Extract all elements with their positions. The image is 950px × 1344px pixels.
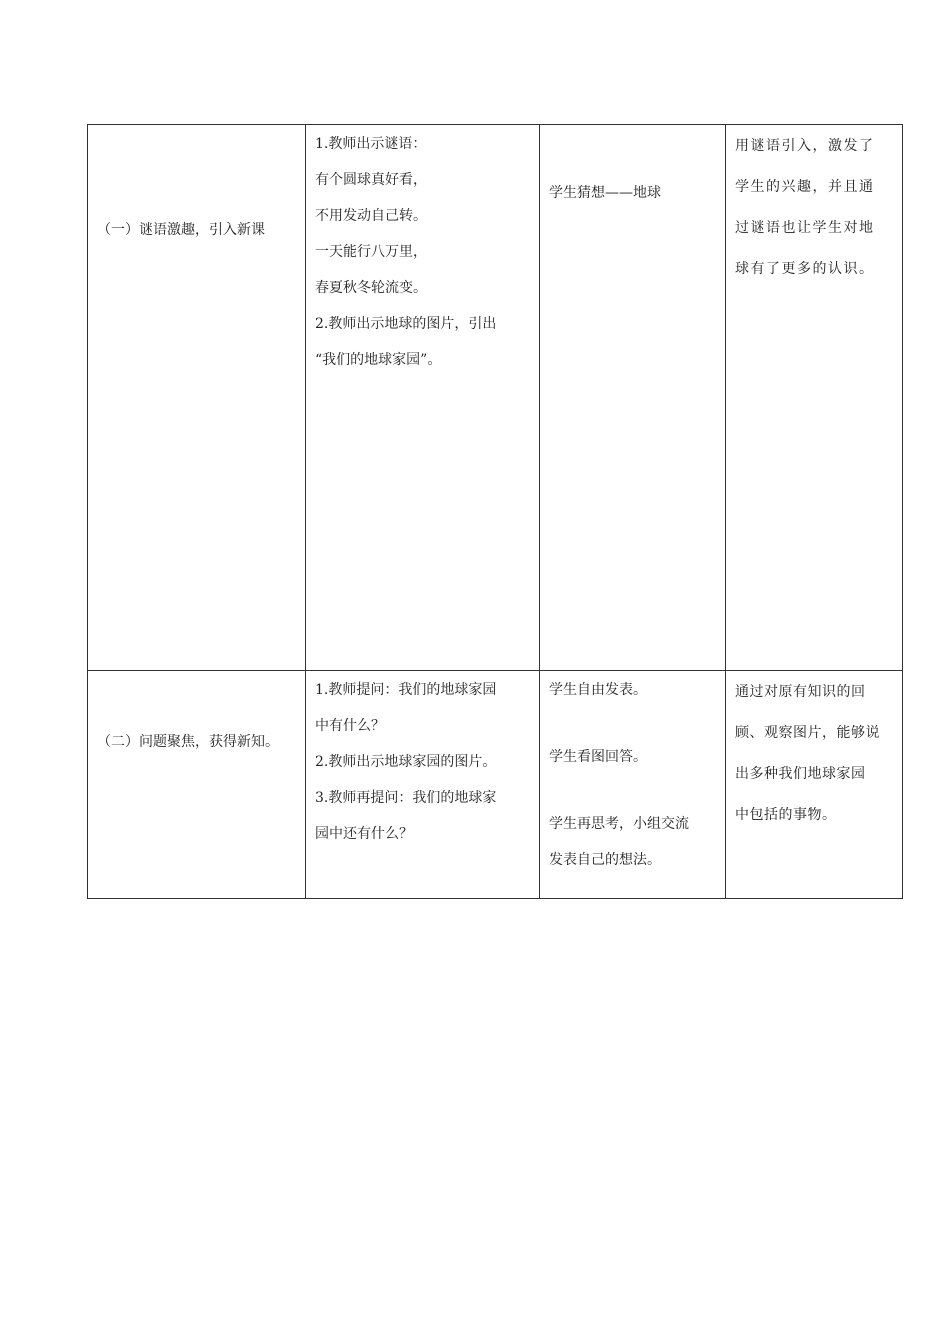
teacher-line: 有个圆球真好看， <box>315 172 427 188</box>
teacher-line: 园中还有什么？ <box>315 826 413 842</box>
spacer <box>540 708 725 739</box>
student-line: 学生猜想——地球 <box>549 185 661 201</box>
teacher-line: 3.教师再提问：我们的地球家 <box>315 790 497 806</box>
student-line: 学生看图回答。 <box>549 749 647 765</box>
purpose-line: 过谜语也让学生对地 <box>735 220 875 236</box>
lesson-plan-table <box>87 124 903 899</box>
teacher-line: 不用发动自己转。 <box>315 208 427 224</box>
purpose-line: 学生的兴趣，并且通 <box>735 179 875 195</box>
teacher-line: 一天能行八万里， <box>315 244 427 260</box>
stage-cell <box>88 125 306 671</box>
teacher-line: “我们的地球家园”。 <box>315 352 442 368</box>
purpose-line: 中包括的事物。 <box>735 807 837 823</box>
teacher-line: 中有什么？ <box>315 718 385 734</box>
purpose-line: 通过对原有知识的回 <box>735 684 866 700</box>
stage-cell <box>88 671 306 899</box>
spacer <box>540 775 725 806</box>
stage-title: （二）问题聚焦，获得新知。 <box>97 734 279 750</box>
student-activity-cell <box>540 125 726 671</box>
student-line: 学生再思考，小组交流 <box>549 816 689 832</box>
teacher-line: 春夏秋冬轮流变。 <box>315 280 427 296</box>
student-line: 学生自由发表。 <box>549 682 647 698</box>
purpose-line: 球有了更多的认识。 <box>735 261 875 277</box>
student-activity-cell <box>540 671 726 899</box>
student-line: 发表自己的想法。 <box>549 852 661 868</box>
table-row <box>88 125 903 671</box>
teacher-line: 1.教师出示谜语： <box>315 136 427 152</box>
stage-title: （一）谜语激趣，引入新课 <box>97 222 265 238</box>
purpose-line: 顾、观察图片，能够说 <box>735 725 880 741</box>
table-row <box>88 671 903 899</box>
purpose-line: 出多种我们地球家园 <box>735 766 866 782</box>
design-purpose-cell <box>726 671 903 899</box>
purpose-line: 用谜语引入，激发了 <box>735 138 875 154</box>
teacher-line: 2.教师出示地球的图片，引出 <box>315 316 497 332</box>
teacher-activity-cell <box>306 671 540 899</box>
design-purpose-cell <box>726 125 903 671</box>
teacher-line: 1.教师提问：我们的地球家园 <box>315 682 497 698</box>
teacher-activity-cell <box>306 125 540 671</box>
teacher-line: 2.教师出示地球家园的图片。 <box>315 754 497 770</box>
